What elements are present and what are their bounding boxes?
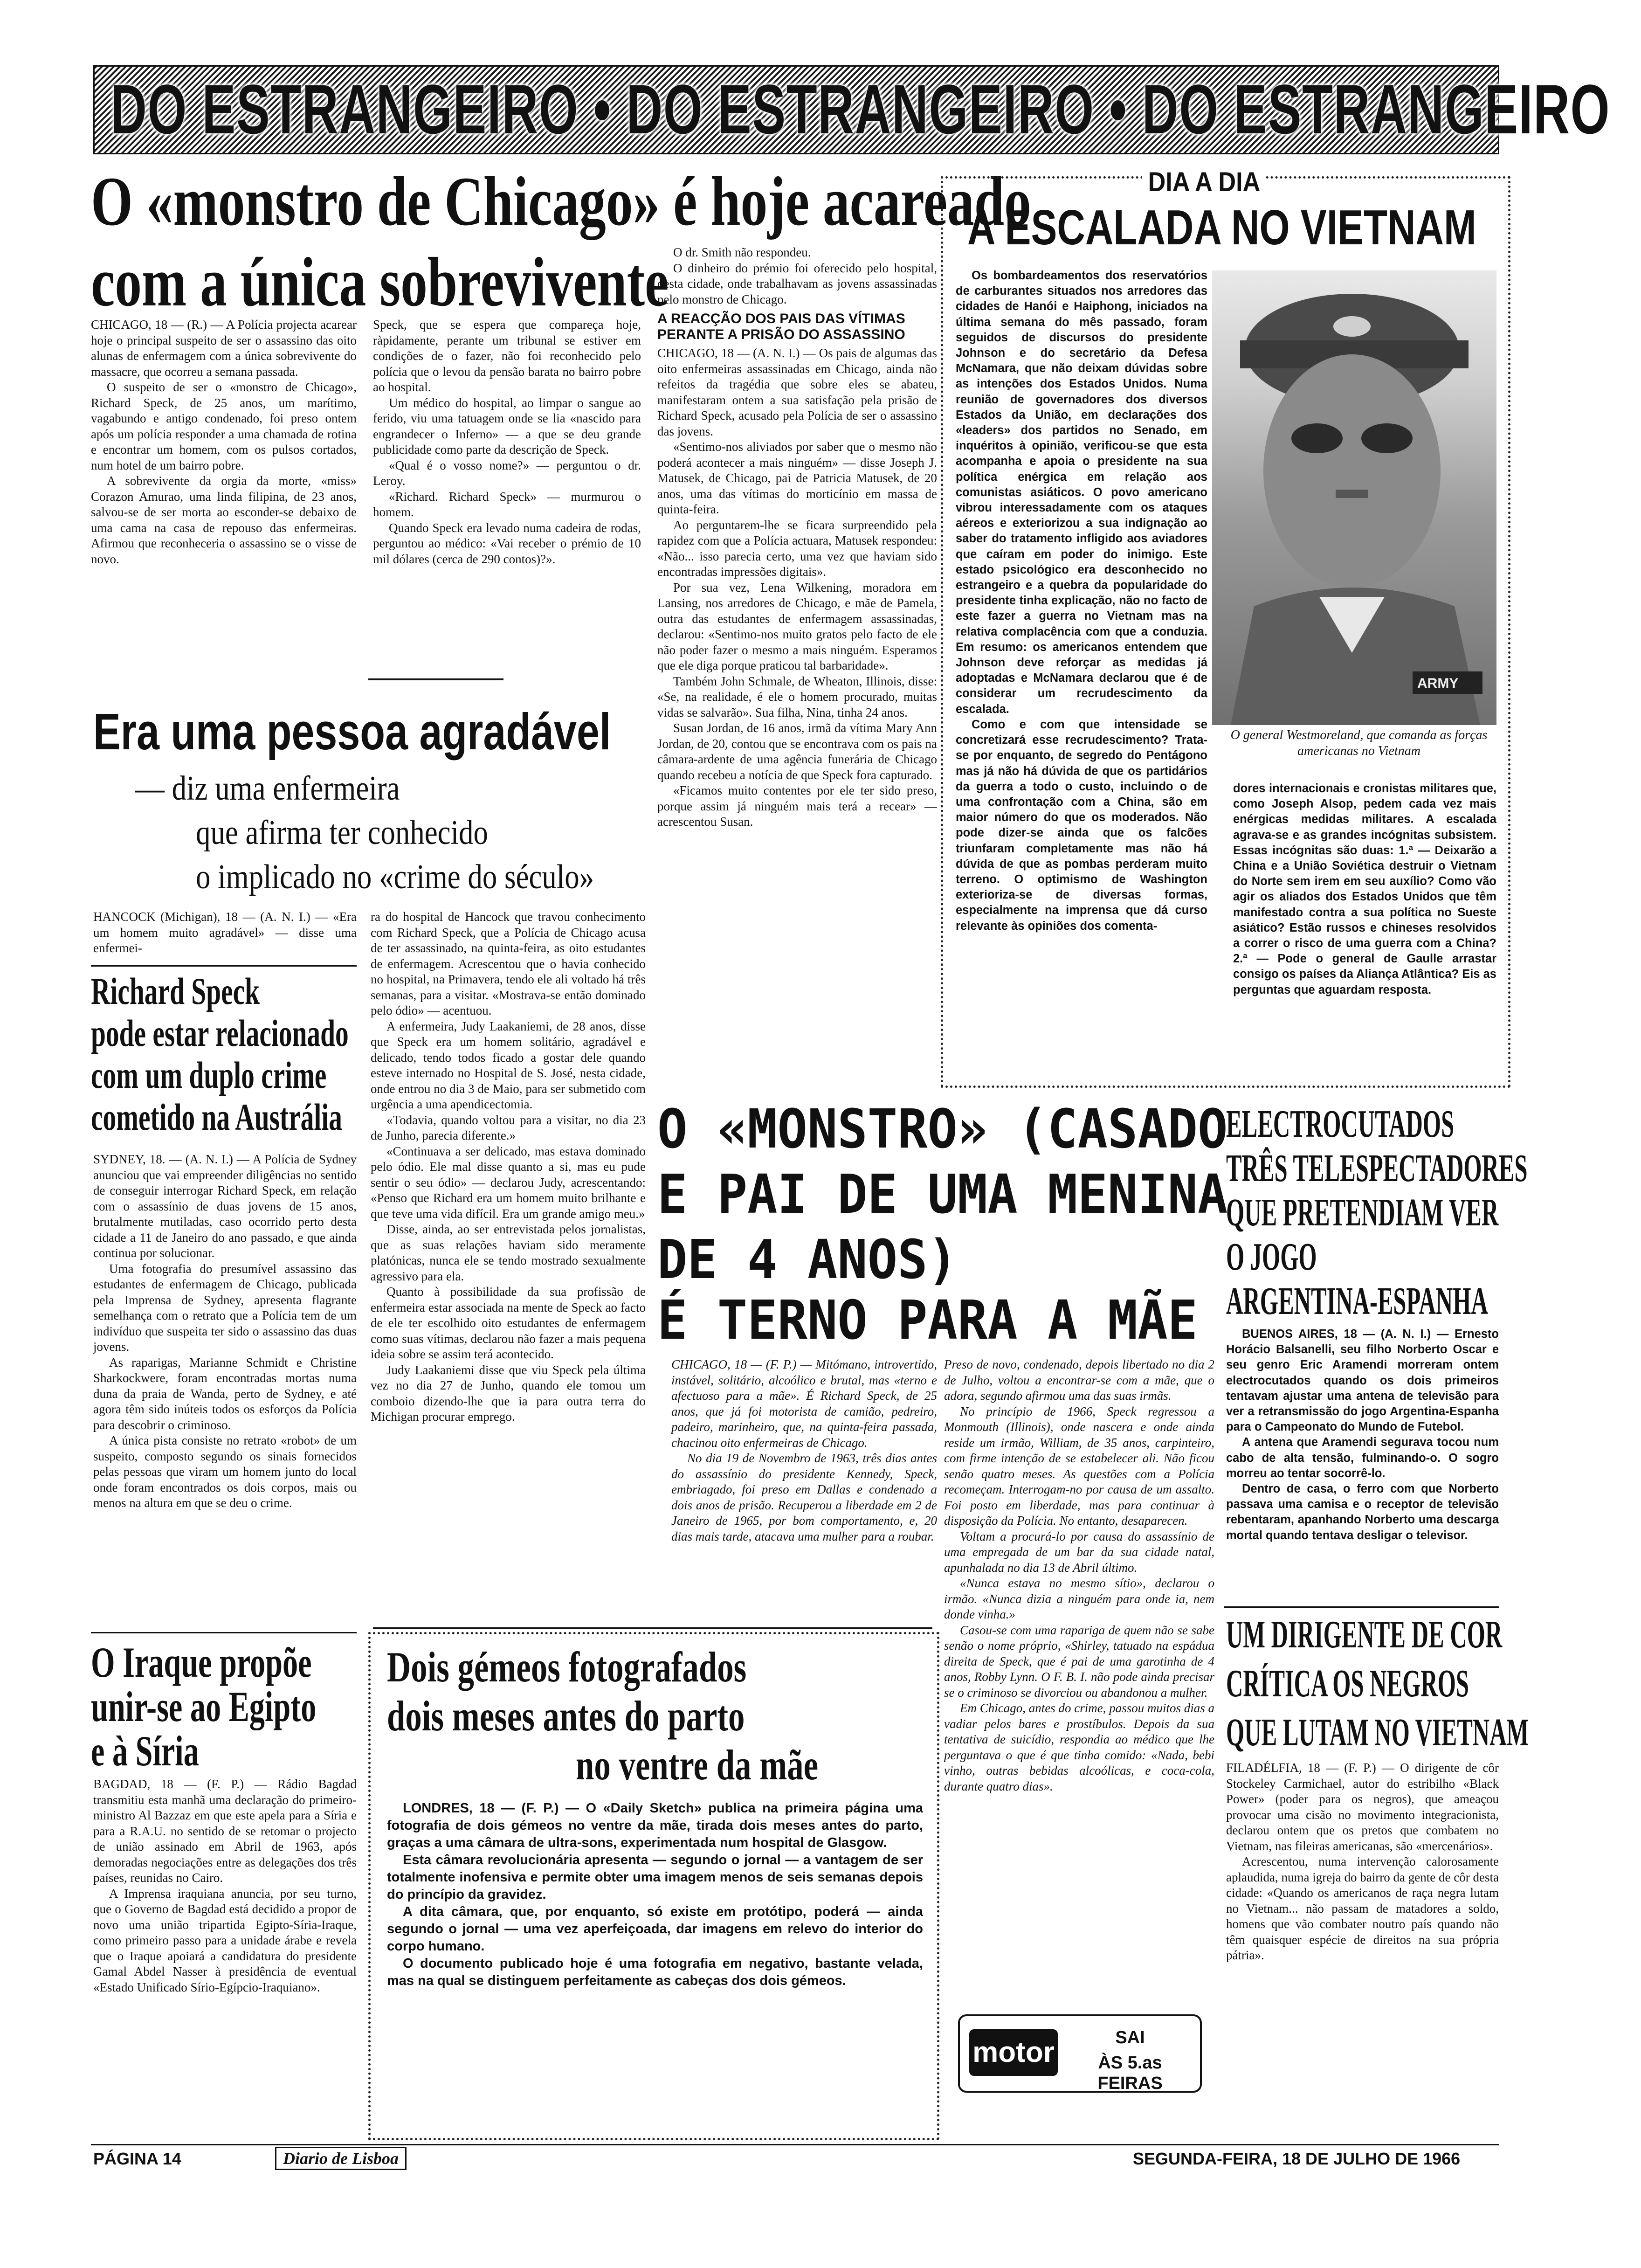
motor-line1: SAI	[1115, 2028, 1145, 2047]
subhead-enfermeira-3: o implicado no «crime do século»	[196, 858, 594, 896]
publication-date: SEGUNDA-FEIRA, 18 DE JULHO DE 1966	[1133, 2149, 1461, 2168]
casado-col2	[944, 1357, 1214, 2010]
paragraph: Como e com que intensidade se concretizará esse recrudescimento? Trata-se por enquanto, de segredo do Pentágono mas já não há dúvida de que os partidários da guerra a todo o custo, incluindo o de uma confrontação com a China, são em maior número do que os moderados. Não pode dizer-se ainda que os falcões triunfaram completamente mas não há dúvida de que as pombas perderam muito terreno. O optimismo de Washington exterioriza-se de diversas formas, especialmente na imprensa que dá curso relevante às opiniões dos comenta-	[956, 718, 1207, 933]
paragraph: «Richard. Richard Speck» — murmurou o homem.	[373, 489, 641, 519]
enfermeira-lead	[93, 909, 357, 961]
paragraph: A sobrevivente da orgia da morte, «miss» Corazon Amurao, uma linda filipina, de 23 anos, salvou-se de ser morta ao esconder-se debaixo de uma cama na casa de repouso das enfermeiras. Afirmou que reconheceria o assassino se o visse de novo.	[91, 474, 357, 566]
headline-electro-1: ELECTROCUTADOS	[1226, 1102, 1455, 1146]
paragraph: Um médico do hospital, ao limpar o sangue ao ferido, viu uma tatuagem onde se lia «nascido para engrandecer o Inferno» — a que se deu grande publicidade como parte da descrição de Speck.	[373, 395, 641, 456]
paragraph: Speck, que se espera que compareça hoje, ràpidamente, perante um tribunal se estiver em condições de o fazer, não foi reconhecido pelo polícia que o levou da pensão barata no bairro pobre ao hospital.	[373, 318, 641, 394]
vietnam-body-right	[1233, 781, 1496, 1079]
vietnam-body-left	[956, 268, 1207, 1075]
headline-dirigente-3: QUE LUTAM NO VIETNAM	[1226, 1711, 1529, 1754]
paragraph: A antena que Aramendi segurava tocou num cabo de alta tensão, fulminando-o. O sogro morreu ao tentar socorrê-lo.	[1226, 1436, 1499, 1480]
paragraph: «Continuava a ser delicado, mas estava dominado pelo ódio. Ele mal disse quanto a si, mas eu pude sentir o seu ódio» — declarou Judy, acrescentando: «Penso que Richard era um homem muito brilhante e que teve uma vida difícil. Era um grande amigo meu.»	[371, 1144, 646, 1221]
paragraph: Casou-se com uma rapariga de quem não se sabe senão o nome próprio, «Shirley, tatuado na espádua direita de Speck, que é pai de uma garotinha de 4 anos, Robby Lynn. O F. B. I. não pode ainda precisar se o criminoso se divorciou ou abandonou a mulher.	[944, 1623, 1214, 1700]
headline-dirigente-2: CRÍTICA OS NEGROS	[1226, 1662, 1469, 1705]
paragraph: Por sua vez, Lena Wilkening, moradora em Lansing, nos arredores de Chicago, e mãe de Pamela, outra das estudantes de enfermagem assassinadas, declarou: «Sentimo-nos muito gratos pelo facto de ele não poder fazer o mesmo a mais ninguém. Esperamos que ele diga porque praticou tal barbaridade».	[657, 580, 937, 672]
paragraph: CHICAGO, 18 — (A. N. I.) — Os pais de algumas das oito enfermeiras assassinadas em Chicago, ainda não refeitos da tragédia que sobre eles se abateu, manifestaram ontem a sua satisfação pela prisão de Richard Speck, acusado pela Polícia de ser o assassino das jovens.	[657, 346, 937, 438]
paragraph: dores internacionais e cronistas militares que, como Joseph Alsop, pedem cada vez mais enérgicas medidas militares. A escalada agrava-se e as grandes incógnitas subsistem. Essas incógnitas são duas: 1.ª — Deixarão a China e a União Soviética destruir o Vietnam do Norte sem irem em seu auxílio? Como vão agir os aliados dos Estados Unidos que têm manifestado contra a sua política no Sueste asiático? Estão russos e chineses resolvidos a correr o risco de uma guerra com a China? 2.ª — Pode o general de Gaulle arrastar consigo os países da Aliança Atlântica? Eis as perguntas que aguardam resposta.	[1233, 782, 1496, 996]
paragraph: A única pista consiste no retrato «robot» de um suspeito, composto segundo os sinais fornecidos pelas pessoas que viram um homem junto do local onde foram encontrados os dois corpos, mais ou menos na altura em que se deu o crime.	[93, 1433, 357, 1510]
paragraph: BUENOS AIRES, 18 — (A. N. I.) — Ernesto Horácio Balsanelli, seu filho Norberto Oscar e seu genro Eric Aramendi morreram ontem electrocutados quando os dois primeiros tentavam ajustar uma antena de televisão para ver a retransmissão do jogo Argentina-Espanha para o Campeonato do Mundo de Futebol.	[1226, 1328, 1499, 1434]
paragraph: Disse, ainda, ao ser entrevistada pelos jornalistas, que as suas relações haviam sido meramente platónicas, nunca ele se tendo mostrado sexualmente agressivo para ela.	[371, 1222, 646, 1283]
headline-casado-2: E PAI DE UMA MENINA	[657, 1163, 1228, 1226]
headline-gemeos-1: Dois gémeos fotografados	[387, 1643, 747, 1691]
headline-electro-2: TRÊS TELESPECTADORES	[1226, 1147, 1528, 1190]
divider	[91, 1632, 357, 1633]
motor-line2: ÀS 5.as FEIRAS	[1097, 2053, 1163, 2093]
paragraph: ra do hospital de Hancock que travou conhecimento com Richard Speck, que a Polícia de Chicago acusa de ter assassinado, na quinta-feira, as oito estudantes de enfermagem. Acrescentou que o havia conhecido no hospital, na Primavera, tendo ele ali voltado há três semanas, para a visitar. «Mostrava-se então dominado pelo ódio» — acentuou.	[371, 910, 646, 1017]
electro-body	[1226, 1327, 1499, 1606]
divider	[91, 965, 357, 967]
paragraph: Também John Schmale, de Wheaton, Illinois, disse: «Se, na realidade, é ele o homem procurado, muitas vidas se salvarão». Sua filha, Nina, tinha 24 anos.	[657, 674, 937, 719]
paragraph: SYDNEY, 18. — (A. N. I.) — A Polícia de Sydney anunciou que vai empreender diligências no sentido de conseguir interrogar Richard Speck, em relação com o assassínio de duas jovens de 15 anos, brutalmente mutiladas, caso ocorrido perto desta cidade a 11 de Janeiro do ano passado, e que ainda continua por solucionar.	[93, 1152, 357, 1260]
paragraph: FILADÉLFIA, 18 — (F. P.) — O dirigente de côr Stockeley Carmichael, autor do estribilho «Black Power» (poder para os negros), que ameaçou provocar uma cisão no movimento integracionista, declarou ontem que os pretos que combatem no Vietnam, nas fileiras americanas, são «mercenários».	[1226, 1761, 1499, 1853]
monstro-col2	[373, 317, 641, 685]
headline-gemeos-2: dois meses antes do parto	[387, 1692, 745, 1740]
paragraph: No dia 19 de Novembro de 1963, três dias antes do assassínio do presidente Kennedy, Speck, embriagado, foi preso em Dallas e condenado a dois anos de prisão. Recuperou a liberdade em 2 de Janeiro de 1965, por bom comportamento, e, 20 dias mais tarde, atacava uma mulher para a roubar.	[671, 1451, 937, 1543]
subheading-reaccao: A REACÇÃO DOS PAIS DAS VÍTIMAS PERANTE A PRISÃO DO ASSASSINO	[657, 311, 905, 342]
headline-casado-1: O «MONSTRO» (CASADO	[657, 1098, 1228, 1161]
paragraph: Dentro de casa, o ferro com que Norberto passava uma camisa e o receptor de televisão rebentaram, apanhando Norberto uma descarga mortal quando tentava desligar o televisor.	[1226, 1482, 1499, 1542]
paragraph: «Qual é o vosso nome?» — perguntou o dr. Leroy.	[373, 458, 641, 488]
headline-electro-3: QUE PRETENDIAM VER	[1226, 1191, 1499, 1234]
iraque-body	[93, 1777, 357, 2136]
headline-australia-1: Richard Speck	[91, 970, 260, 1012]
paragraph: Esta câmara revolucionária apresenta — segundo o jornal — a vantagem de ser totalmente inofensiva e permite obter uma imagem menos de seis semanas depois do princípio da gravidez.	[387, 1853, 923, 1902]
paragraph: «Todavia, quando voltou para a visitar, no dia 23 de Junho, parecia diferente.»	[371, 1113, 646, 1142]
headline-agradavel: Era uma pessoa agradável	[93, 703, 611, 761]
paragraph: Ao perguntarem-lhe se ficara surpreendido pela rapidez com que a Polícia actuara, Matusek respondeu: «Não... isso parecia certo, uma vez que haviam sido encontradas impressões digitais».	[657, 518, 937, 579]
paragraph: CHICAGO, 18 — (F. P.) — Mitómano, introvertido, instável, solitário, alcoólico e brutal, mas «terno e afectuoso para a mãe». É Richard Speck, de 25 anos, que já foi motorista de camião, pedreiro, padeiro, marinheiro, que, na quinta-feira passada, chacinou oito enfermeiras de Chicago.	[671, 1357, 937, 1450]
page-number: PÁGINA 14	[93, 2149, 181, 2168]
enfermeira-col2	[371, 909, 646, 1613]
headline-electro-4: O JOGO	[1226, 1235, 1317, 1279]
headline-iraque-1: O Iraque propõe	[91, 1639, 312, 1686]
soldier-portrait-icon	[1212, 270, 1496, 725]
paragraph: Susan Jordan, de 16 anos, irmã da vítima Mary Ann Jordan, de 20, contou que se encontrava com os pais na câmara-ardente de uma agência funerária de Chicago quando recebeu a notícia de que Speck fora capturado.	[657, 721, 937, 782]
paragraph: Os bombardeamentos dos reservatórios de carburantes situados nos arredores das cidades de Hanói e Haiphong, iniciados na última semana do mês passado, foram seguidos de discursos do presidente Johnson e do secretário da Defesa McNamara, que não deixam dúvidas sobre as intenções dos Estados Unidos. Numa reunião de governadores dos diversos Estados da União, em declarações dos «leaders» dos partidos no Senado, em inquéritos à opinião, verificou-se que esta acompanha e apoia o presidente na sua política enérgica em relação aos comunistas asiáticos. O povo americano vibrou interessadamente com os ataques aéreos e exteriorizou a sua indignação ao saber do tratamento infligido aos aviadores que caíram em poder do inimigo. Este estado psicológico era desconhecido no estrangeiro e a quebra da popularidade do presidente tinha explicação, não no facto de este fazer a guerra no Vietnam mas na relativa complacência com que a conduzia. Em resumo: os americanos entendem que Johnson deve reforçar as medidas já adoptadas e McNamara declarou que é de considerar um recrudescimento da escalada.	[956, 269, 1207, 716]
divider	[1224, 1606, 1499, 1608]
paragraph: CHICAGO, 18 — (R.) — A Polícia projecta acarear hoje o principal suspeito de ser o assassino das oito alunas de enfermagem com a única sobrevivente do massacre, que ocorreu a semana passada.	[91, 318, 357, 379]
vietnam-headline: A ESCALADA NO VIETNAM	[967, 200, 1476, 255]
paragraph: No princípio de 1966, Speck regressou a Monmouth (Illinois), onde nascera e onde ainda reside um irmão, William, de 35 anos, carpinteiro, com firme intenção de se estabelecer ali. Não ficou senão quatro meses. As questões com a Polícia recomeçam. Interrogam-no por causa de um assalto. Foi posto em liberdade, mas para continuar à disposição da Polícia. No entanto, desaparecen.	[944, 1404, 1214, 1528]
paragraph: O documento publicado hoje é uma fotografia em negativo, bastante velada, mas na qual se distinguem perfeitamente as cabeças dos dois gémeos.	[387, 1956, 923, 1988]
headline-monstro-line1: O «monstro de Chicago» é hoje acareado	[91, 163, 1031, 240]
photo-caption: O general Westmoreland, que comanda as forças americanas no Vietnam	[1230, 728, 1488, 758]
paragraph: A enfermeira, Judy Laakaniemi, de 28 anos, disse que Speck era um homem solitário, agradável e delicado, tendo todos ficado a gostar dele quando esteve internado no Hospital de S. José, nesta cidade, onde entrou no dia 3 de Maio, para ser submetido com urgência a uma apendicectomia.	[371, 1019, 646, 1111]
subhead-enfermeira-1: — diz uma enfermeira	[135, 769, 400, 808]
dirigente-body	[1226, 1760, 1499, 2143]
paragraph: Uma fotografia do presumível assassino das estudantes de enfermagem de Chicago, publicada pela Imprensa de Sydney, apresenta flagrante semelhança com o retrato que a Polícia tem de um indivíduo que suspeita ter sido o assassino das duas jovens.	[93, 1261, 357, 1354]
paragraph: LONDRES, 18 — (F. P.) — O «Daily Sketch» publica na primeira página uma fotografia de dois gémeos no ventre da mãe, tirada dois meses antes do parto, graças a uma câmara de ultra-sons, experimentada num hospital de Glasgow.	[387, 1801, 923, 1850]
divider	[373, 1627, 932, 1629]
paragraph: As raparigas, Marianne Schmidt e Christine Sharkockwere, foram encontradas mortas numa duna da praia de Wanda, perto de Sydney, e até agora têm sido inúteis todos os esforços da Polícia para descobrir o criminoso.	[93, 1355, 357, 1432]
motor-logo: motor	[969, 2029, 1058, 2076]
headline-australia-3: com um duplo crime	[91, 1054, 327, 1096]
paragraph: Quando Speck era levado numa cadeira de rodas, perguntou ao médico: «Vai receber o prémio de 10 mil dólares (cerca de 290 contos)?».	[373, 520, 641, 566]
svg-text:ARMY: ARMY	[1417, 676, 1459, 691]
paragraph: Preso de novo, condenado, depois libertado no dia 2 de Julho, voltou a encontrar-se com a mãe, que o adora, segundo afirmou uma das suas irmãs.	[944, 1357, 1214, 1403]
newspaper-name: Diario de Lisboa	[275, 2147, 407, 2170]
headline-casado-3: DE 4 ANOS)	[657, 1229, 958, 1291]
paragraph: Voltam a procurá-lo por causa do assassínio de uma empregada de um bar da sua cidade natal, apunhalada no dia 13 de Abril último.	[944, 1529, 1214, 1575]
paragraph: BAGDAD, 18 — (F. P.) — Rádio Bagdad transmitiu esta manhã uma declaração do primeiro-ministro Al Bazzaz em que este apela para a Síria e para a R.A.U. no sentido de se retomar o projecto de união assinado em Abril de 1963, após demoradas negociações entre as delegações dos três países, reunidas no Cairo.	[93, 1777, 357, 1885]
casado-col1	[671, 1357, 937, 1618]
headline-gemeos-3: no ventre da mãe	[576, 1741, 819, 1789]
paragraph: Acrescentou, numa intervenção calorosamente aplaudida, numa igreja do bairro da gente de côr desta cidade: «Quando os americanos de raça negra lutam no Vietnam... não passam de matadores a soldo, homens que vão combater noutro país quando não têm quaisquer espécie de direitos na sua própria pátria».	[1226, 1854, 1499, 1962]
headline-australia-4: cometido na Austrália	[91, 1096, 342, 1138]
subhead-enfermeira-2: que afirma ter conhecido	[196, 814, 488, 852]
photo-westmoreland	[1212, 270, 1496, 725]
headline-australia-2: pode estar relacionado	[91, 1012, 349, 1054]
section-banner	[93, 65, 1610, 154]
paragraph: Quanto à possibilidade da sua profissão de enfermeira estar associada na mente de Speck ao facto de ele ter escolhido oito estudantes de enfermagem como suas vítimas, declarou não fazer a mais pequena ideia sobre se assim terá acontecido.	[371, 1285, 646, 1361]
vietnam-kicker: DIA A DIA	[1142, 167, 1266, 198]
headline-monstro-line2: com a única sobrevivente	[91, 243, 669, 321]
paragraph: «Nunca estava no mesmo sítio», declarou o irmão. «Nunca dizia a ninguém para onde ia, nem donde vinha.»	[944, 1576, 1214, 1621]
section-banner-text: DO ESTRANGEIRO • DO ESTRANGEIRO • DO ESTRANGEIRO	[110, 70, 1610, 148]
paragraph: Em Chicago, antes do crime, passou muitos dias a vadiar pelos bares e prostíbulos. Depois da sua tentativa de suicídio, respondia ao médico que lhe perguntava o que é que tinha comido: «Nada, bebi vinho, outras bebidas alcoólicas, e coca-cola, durante quatro dias».	[944, 1701, 1214, 1793]
motor-ad	[958, 2014, 1202, 2093]
divider	[368, 678, 503, 680]
paragraph: A dita câmara, que, por enquanto, só existe em protótipo, poderá — ainda segundo o jornal — uma vez aperfeiçoada, dar imagens em relevo do interior do corpo humano.	[387, 1904, 923, 1954]
paragraph: «Sentimo-nos aliviados por saber que o mesmo não poderá acontecer a mais ninguém» — disse Joseph J. Matusek, de Chicago, pai de Patricia Matusek, de 20 anos, uma das vítimas do morticínio em massa de quinta-feira.	[657, 440, 937, 516]
paragraph: O dr. Smith não respondeu.	[673, 245, 811, 259]
monstro-col1	[91, 317, 357, 690]
headline-dirigente-1: UM DIRIGENTE DE COR	[1226, 1613, 1503, 1656]
headline-casado-4: É TERNO PARA A MÃE	[657, 1289, 1198, 1352]
paragraph: HANCOCK (Michigan), 18 — (A. N. I.) — «Era um homem muito agradável» — disse uma enfermei-	[93, 910, 357, 955]
paragraph: Judy Laakaniemi disse que viu Speck pela última vez no dia 27 de Junho, quando ele tomou um comboio dizendo-lhe que ia para outra terra do Michigan procurar emprego.	[371, 1362, 646, 1424]
headline-iraque-2: unir-se ao Egipto	[91, 1683, 317, 1730]
paragraph: O suspeito de ser o «monstro de Chicago», Richard Speck, de 25 anos, um marítimo, vagabundo e antigo condenado, foi preso ontem após um polícia responder a uma chamada de rotina e encontrar um homem, com os pulsos cortados, num hotel de um bairro pobre.	[91, 380, 357, 472]
headline-iraque-3: e à Síria	[91, 1727, 199, 1775]
headline-electro-5: ARGENTINA-ESPANHA	[1226, 1279, 1488, 1323]
footer-rule	[91, 2144, 1499, 2145]
gemeos-body	[387, 1800, 923, 2126]
paragraph: «Ficamos muito contentes por ele ter sido preso, porque assim já ninguém mais terá a recear» — acrescentou Susan.	[657, 783, 937, 829]
paragraph: A Imprensa iraquiana anuncia, por seu turno, que o Governo de Bagdad está decidido a propor de novo uma união tripartida Egipto-Síria-Iraque, como primeiro passo para a unidade árabe e revela que o Iraque apoiará a candidatura do presidente Gamal Abdel Nasser à presidência de eventual «Estado Unificado Sírio-Egípcio-Iraquiano».	[93, 1886, 357, 1994]
monstro-col3	[657, 245, 937, 1173]
paragraph: O dinheiro do prémio foi oferecido pelo hospital, desta cidade, onde trabalhavam as jovens assassinadas pelo monstro de Chicago.	[657, 261, 937, 306]
